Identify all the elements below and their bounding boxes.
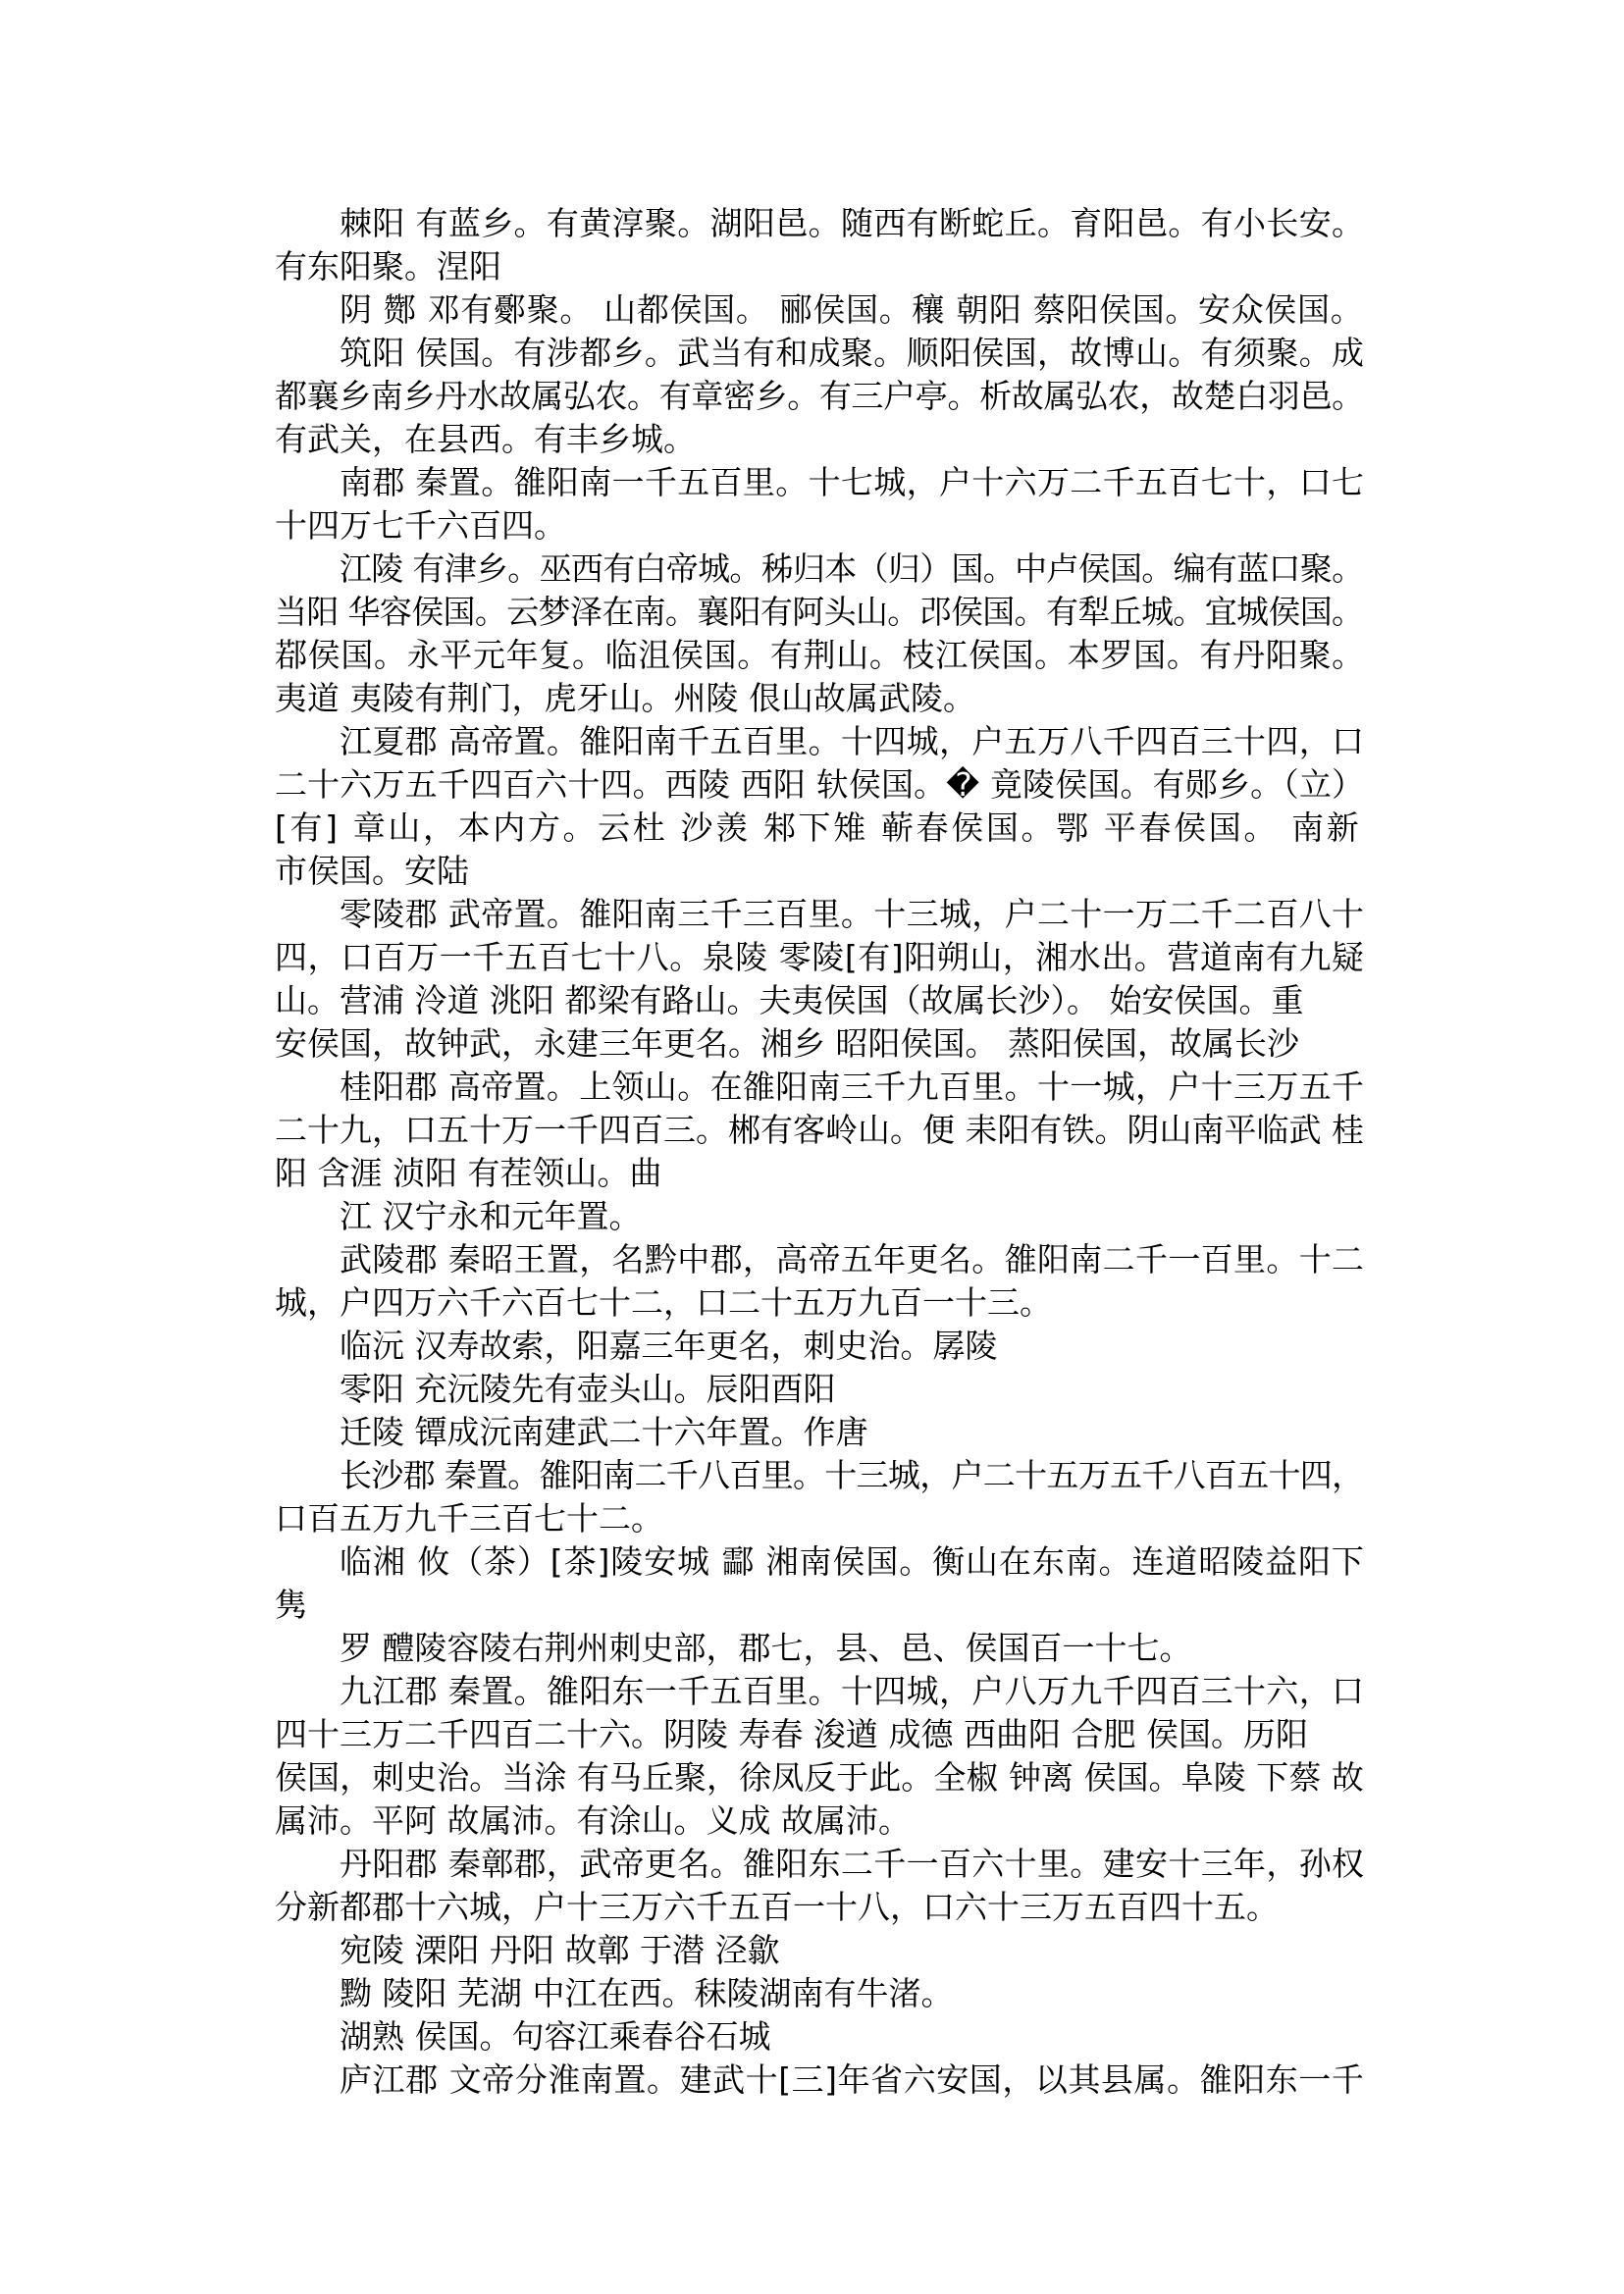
text-line: 江陵 有津乡。巫西有白帝城。秭归本（归）国。中卢侯国。编有蓝口聚。 [340,549,1364,588]
text-line: 丹阳郡 秦鄣郡，武帝更名。雒阳东二千一百六十里。建安十三年，孙权 [340,1845,1365,1883]
text-line: 二十六万五千四百六十四。西陵 西阳 轪侯国。� 竟陵侯国。有郧乡。（立） [275,765,1365,804]
text-line: 四十三万二千四百二十六。阴陵 寿春 浚遒 成德 西曲阳 合肥 侯国。历阳 [275,1715,1308,1753]
text-line: 临湘 攸（茶）[茶]陵安城 酃 湘南侯国。衡山在东南。连道昭陵益阳下 [340,1542,1365,1581]
document-body [275,202,1364,2102]
text-line: 庐江郡 文帝分淮南置。建武十[三]年省六安国，以其县属。雒阳东一千 [340,2060,1365,2099]
text-line: 山。营浦 泠道 洮阳 都梁有路山。夫夷侯国（故属长沙）。 始安侯国。重 [275,981,1304,1019]
text-line: 鄀侯国。永平元年复。临沮侯国。有荆山。枝江侯国。本罗国。有丹阳聚。 [275,636,1365,674]
text-line: 二十九，口五十万一千四百三。郴有客岭山。便 耒阳有铁。阴山南平临武 桂 [275,1111,1364,1149]
text-line: 零陵郡 武帝置。雒阳南三千三百里。十三城，户二十一万二千二百八十 [340,895,1365,933]
text-line: 当阳 华容侯国。云梦泽在南。襄阳有阿头山。邔侯国。有犁丘城。宜城侯国。 [275,593,1364,631]
text-line: 侯国，刺史治。当涂 有马丘聚，徐凤反于此。全椒 钟离 侯国。阜陵 下蔡 故 [275,1758,1364,1797]
text-line: 九江郡 秦置。雒阳东一千五百里。十四城，户八万九千四百三十六，口 [340,1672,1365,1710]
text-line: 十四万七千六百四。 [275,506,566,545]
text-line: 长沙郡 秦置。雒阳南二千八百里。十三城，户二十五万五千八百五十四， [340,1456,1364,1494]
text-line: 市侯国。安陆 [275,852,469,890]
text-line: 零阳 充沅陵先有壶头山。辰阳酉阳 [340,1370,836,1408]
text-line: 桂阳郡 高帝置。上领山。在雒阳南三千九百里。十一城，户十三万五千 [340,1068,1365,1106]
text-line: 有武关，在县西。有丰乡城。 [275,420,696,458]
text-line: 有东阳聚。涅阳 [275,247,501,286]
text-line: 江 汉宁永和元年置。 [340,1197,642,1235]
text-line: 南郡 秦置。雒阳南一千五百里。十七城，户十六万二千五百七十，口七 [340,463,1365,501]
text-line: 安侯国，故钟武，永建三年更名。湘乡 昭阳侯国。 蒸阳侯国，故属长沙 [275,1024,1299,1063]
text-line: 四，口百万一千五百七十八。泉陵 零陵[有]阳朔山，湘水出。营道南有九疑 [275,938,1365,976]
text-line: 分新都郡十六城，户十三万六千五百一十八，口六十三万五百四十五。 [275,1888,1279,1926]
text-line: 棘阳 有蓝乡。有黄淳聚。湖阳邑。随西有断蛇丘。育阳邑。有小长安。 [340,204,1365,242]
text-line: 都襄乡南乡丹水故属弘农。有章密乡。有三户亭。析故属弘农，故楚白羽邑。 [275,377,1364,415]
text-line: 筑阳 侯国。有涉都乡。武当有和成聚。顺阳侯国，故博山。有须聚。成 [340,334,1365,372]
text-line: 夷道 夷陵有荆门，虎牙山。州陵 佷山故属武陵。 [275,679,975,717]
text-line: 属沛。平阿 故属沛。有涂山。义成 故属沛。 [275,1801,911,1840]
text-line: 迁陵 镡成沅南建武二十六年置。作唐 [340,1413,868,1451]
text-line: 口百五万九千三百七十二。 [275,1499,663,1538]
text-line: 阳 含涯 浈阳 有茬领山。曲 [275,1154,662,1192]
text-line: 湖熟 侯国。句容江乘春谷石城 [340,2017,771,2056]
text-line: 罗 醴陵容陵右荆州刺史部，郡七，县、邑、侯国百一十七。 [340,1629,1192,1667]
text-line: [有] 章山，本内方。云杜 沙羡 邾下雉 蕲春侯国。鄂 平春侯国。 南新 [275,808,1362,847]
text-line: 临沅 汉寿故索，阳嘉三年更名，刺史治。孱陵 [340,1327,998,1365]
text-line: 江夏郡 高帝置。雒阳南千五百里。十四城，户五万八千四百三十四，口 [340,722,1365,760]
text-line: 黝 陵阳 芜湖 中江在西。秣陵湖南有牛渚。 [340,1974,954,2012]
text-line: 阴 酂 邓有鄾聚。 山都侯国。 郦侯国。穰 朝阳 蔡阳侯国。安众侯国。 [340,290,1364,329]
text-line: 宛陵 溧阳 丹阳 故鄣 于潜 泾歙 [340,1931,780,1969]
text-line: 隽 [275,1586,307,1624]
text-line: 城，户四万六千六百七十二，口二十五万九百一十三。 [275,1283,1052,1322]
text-line: 武陵郡 秦昭王置，名黔中郡，高帝五年更名。雒阳南二千一百里。十二 [340,1240,1365,1278]
